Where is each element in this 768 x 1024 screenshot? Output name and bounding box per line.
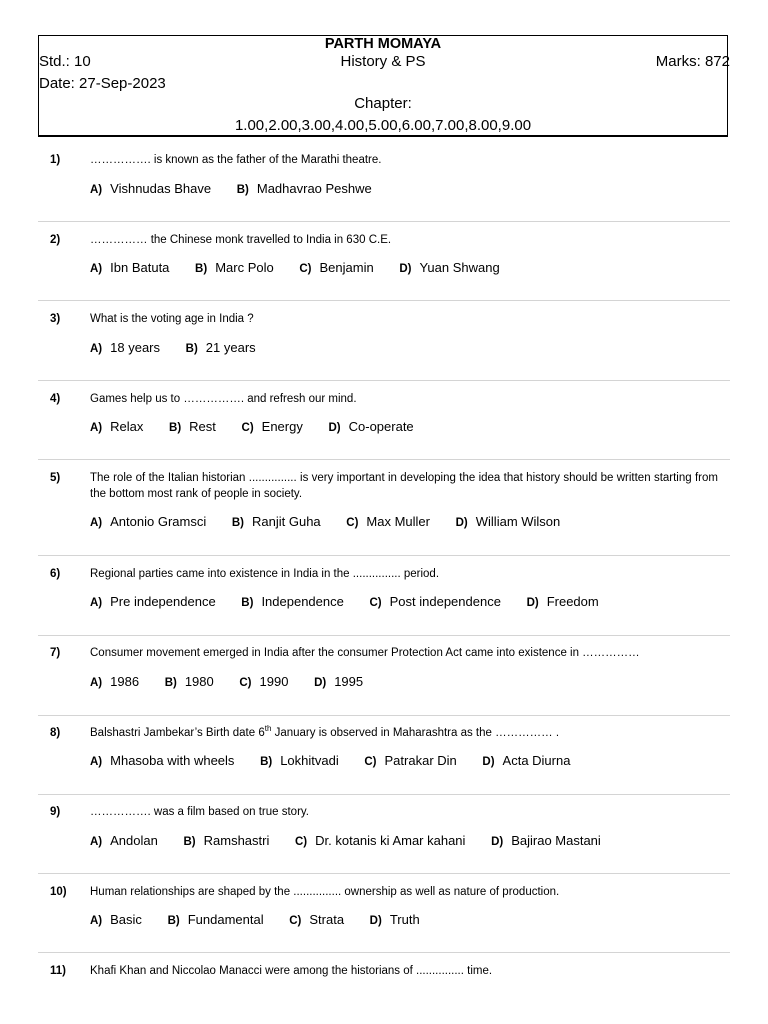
option-d: D) Freedom (526, 594, 599, 609)
question-number: 10) (50, 886, 67, 898)
options (90, 513, 582, 532)
question-divider (38, 221, 730, 222)
question-divider (38, 635, 730, 636)
question-text: Consumer movement emerged in India after the consumer Protection Act came into existence in …………… (90, 647, 640, 659)
question-number: 9) (50, 806, 61, 818)
question-text: ……………. was a film based on true story. (90, 806, 309, 818)
option-c: C) Dr. kotanis ki Amar kahani (295, 833, 466, 848)
question-divider (38, 715, 730, 716)
question-number: 3) (50, 313, 61, 325)
option-b: B) 1980 (164, 674, 214, 689)
question-text: Games help us to ……………. and refresh our mind. (90, 393, 357, 405)
ordinal-suffix: th (264, 724, 272, 734)
question-text: Human relationships are shaped by the ............... ownership as well as nature of production. (90, 886, 560, 898)
option-d: D) 1995 (314, 674, 364, 689)
options (90, 911, 442, 930)
chapter-label: Chapter: (354, 95, 412, 112)
option-b: B) Ramshastri (183, 833, 270, 848)
question-divider (38, 555, 730, 556)
option-b: B) Lokhitvadi (260, 753, 339, 768)
option-a: A) 1986 (90, 674, 140, 689)
option-a: A) Andolan (90, 833, 158, 848)
question-divider (38, 794, 730, 795)
option-d: D) Acta Diurna (482, 753, 571, 768)
option-b: B) Fundamental (167, 912, 264, 927)
question-divider (38, 459, 730, 460)
option-a: A) Mhasoba with wheels (90, 753, 235, 768)
question-number: 4) (50, 393, 61, 405)
question-text: Khafi Khan and Niccolao Manacci were among the historians of ............... time. (90, 965, 493, 977)
option-d: D) Bajirao Mastani (491, 833, 601, 848)
options (90, 259, 522, 278)
option-b: B) Madhavrao Peshwe (236, 181, 372, 196)
chapter-list: 1.00,2.00,3.00,4.00,5.00,6.00,7.00,8.00,9.00 (234, 117, 532, 134)
option-a: A) Vishnudas Bhave (90, 181, 212, 196)
question-text: …………… the Chinese monk travelled to India in 630 C.E. (90, 234, 392, 246)
option-c: C) Strata (289, 912, 345, 927)
option-d: D) Truth (369, 912, 420, 927)
paper-header (38, 35, 728, 137)
options (90, 673, 385, 692)
question-number: 11) (50, 965, 66, 977)
question-number: 7) (50, 647, 61, 659)
options (90, 832, 623, 851)
option-b: B) Independence (241, 594, 344, 609)
option-c: C) 1990 (239, 674, 289, 689)
option-c: C) Benjamin (299, 260, 374, 275)
option-a: A) Ibn Batuta (90, 260, 170, 275)
option-a: A) Pre independence (90, 594, 216, 609)
option-c: C) Max Muller (346, 514, 430, 529)
option-a: A) Relax (90, 419, 144, 434)
question-text: ……………. is known as the father of the Marathi theatre. (90, 154, 382, 166)
option-d: D) Co-operate (328, 419, 414, 434)
total-marks: Marks: 872 (655, 53, 730, 70)
question-number: 8) (50, 727, 61, 739)
options (90, 339, 278, 358)
options (90, 418, 436, 437)
options (90, 593, 621, 612)
question-text: Regional parties came into existence in India in the ............... period. (90, 568, 440, 580)
question-number: 2) (50, 234, 61, 246)
question-text: Balshastri Jambekar’s Birth date 6th January is observed in Maharashtra as the …………… . (90, 724, 560, 739)
option-b: B) Marc Polo (195, 260, 274, 275)
question-divider (38, 380, 730, 381)
option-b: B) Rest (169, 419, 216, 434)
question-text: The role of the Italian historian ............... is very important in developing the idea that history should be written starting from the bottom most rank of people in society. (90, 472, 718, 500)
question-divider (38, 300, 730, 301)
options (90, 752, 592, 771)
option-a: A) 18 years (90, 340, 161, 355)
question-number: 6) (50, 568, 61, 580)
option-b: B) Ranjit Guha (231, 514, 321, 529)
option-d: D) William Wilson (455, 514, 561, 529)
option-a: A) Basic (90, 912, 142, 927)
option-c: C) Patrakar Din (364, 753, 457, 768)
subject-title: History & PS (340, 53, 426, 70)
institute-name: PARTH MOMAYA (324, 36, 442, 52)
exam-date: Date: 27-Sep-2023 (39, 75, 166, 92)
standard-label: Std.: 10 (39, 53, 91, 70)
option-a: A) Antonio Gramsci (90, 514, 207, 529)
option-b: B) 21 years (185, 340, 256, 355)
question-number: 5) (50, 472, 61, 484)
option-c: C) Energy (241, 419, 303, 434)
question-text: What is the voting age in India ? (90, 313, 254, 325)
options (90, 180, 394, 199)
question-number: 1) (50, 154, 61, 166)
question-divider (38, 873, 730, 874)
question-divider (38, 952, 730, 953)
option-c: C) Post independence (369, 594, 501, 609)
option-d: D) Yuan Shwang (399, 260, 500, 275)
